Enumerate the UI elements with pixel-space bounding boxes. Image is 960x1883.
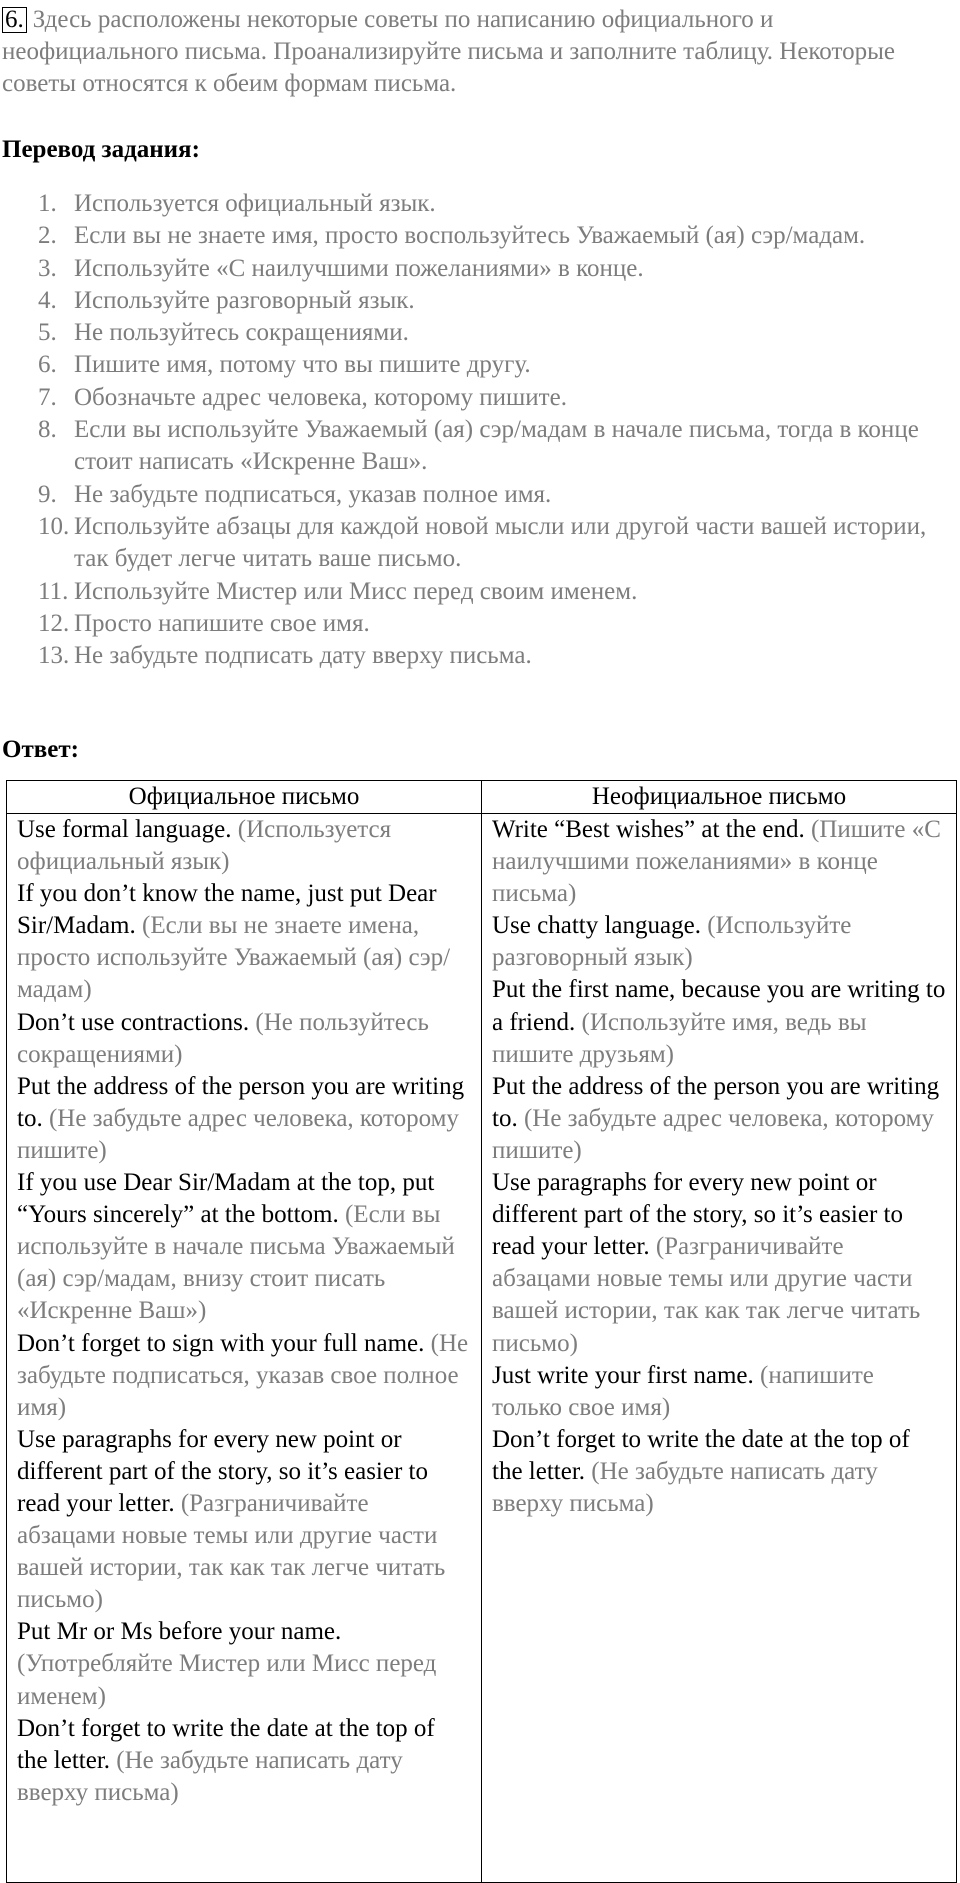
table-tip: Put Mr or Ms before your name. (Употребляйте Мистер или Мисс перед именем) xyxy=(17,1618,437,1710)
table-tip: Don’t use contractions. (Не пользуйтесь сокращениями) xyxy=(17,1008,429,1068)
list-item: 5. Не пользуйтесь сокращениями. xyxy=(38,319,409,347)
task-number: 6. xyxy=(2,7,27,33)
table-tip: Write “Best wishes” at the end. (Пишите «С наилучшими пожеланиями» в конце письма) xyxy=(492,816,941,908)
formal-column xyxy=(7,814,482,1883)
list-item: 2. Если вы не знаете имя, просто воспользуйтесь Уважаемый (ая) сэр/мадам. xyxy=(38,222,866,250)
list-item: 9. Не забудьте подписаться, указав полное имя. xyxy=(38,480,552,508)
task-statement xyxy=(2,4,952,100)
informal-column xyxy=(482,814,957,1883)
table-tip: Don’t forget to sign with your full name. (Не забудьте подписаться, указав свое полное имя) xyxy=(17,1329,469,1421)
translation-list xyxy=(2,188,952,672)
table-tip: Don’t forget to write the date at the top of the letter. (Не забудьте написать дату вверху письма) xyxy=(17,1714,435,1806)
table-tip: Put the address of the person you are writing to. (Не забудьте адрес человека, которому пишите) xyxy=(492,1072,940,1164)
table-tip: Use paragraphs for every new point or different part of the story, so it’s easier to read your letter. (Разграничивайте абзацами новые темы или другие части вашей истории, так как так легче читать письмо) xyxy=(492,1169,921,1357)
list-item: 11. Используйте Мистер или Мисс перед своим именем. xyxy=(38,577,638,605)
table-tip: Use formal language. (Используется официальный язык) xyxy=(17,816,392,876)
list-item: 3. Используйте «С наилучшими пожеланиями» в конце. xyxy=(38,254,644,282)
formal-header: Официальное письмо xyxy=(7,781,482,814)
list-item: 6. Пишите имя, потому что вы пишите другу. xyxy=(38,351,531,379)
table-tip: Put the address of the person you are writing to. (Не забудьте адрес человека, которому пишите) xyxy=(17,1072,465,1164)
list-item: 13. Не забудьте подписать дату вверху письма. xyxy=(38,642,532,670)
table-tip: Use chatty language. (Используйте разговорный язык) xyxy=(492,912,852,972)
answer-heading: Ответ: xyxy=(2,736,79,763)
task-text: Здесь расположены некоторые советы по написанию официального и неофициального письма. Проанализируйте письма и заполните таблицу. Некоторые советы относятся к обеим формам письма. xyxy=(2,6,895,97)
table-tip: Use paragraphs for every new point or different part of the story, so it’s easier to read your letter. (Разграничивайте абзацами новые темы или другие части вашей истории, так как так легче читать письмо) xyxy=(17,1425,446,1614)
informal-header: Неофициальное письмо xyxy=(482,781,957,814)
list-item: 1. Используется официальный язык. xyxy=(38,190,436,217)
list-item: 10. Используйте абзацы для каждой новой мысли или другой части вашей истории, так будет легче читать ваше письмо. xyxy=(38,512,927,573)
list-item: 8. Если вы используйте Уважаемый (ая) сэр/мадам в начале письма, тогда в конце стоит написать «Искренне Ваш». xyxy=(38,416,919,476)
translation-heading: Перевод задания: xyxy=(2,136,200,163)
table-tip: Just write your first name. (напишите только свое имя) xyxy=(492,1361,874,1421)
list-item: 12. Просто напишите свое имя. xyxy=(38,609,370,637)
table-tip: If you use Dear Sir/Madam at the top, put “Yours sincerely” at the bottom. (Если вы используйте в начале письма Уважаемый (ая) сэр/мадам, внизу стоит писать «Искренне Ваш») xyxy=(17,1169,455,1325)
answer-table xyxy=(6,780,957,1883)
list-item: 7. Обозначьте адрес человека, которому пишите. xyxy=(38,383,567,411)
table-tip: Don’t forget to write the date at the top of the letter. (Не забудьте написать дату вверху письма) xyxy=(492,1425,910,1517)
table-tip: If you don’t know the name, just put Dear Sir/Madam. (Если вы не знаете имена, просто используйте Уважаемый (ая) сэр/мадам) xyxy=(17,880,451,1004)
list-item: 4. Используйте разговорный язык. xyxy=(38,286,415,314)
table-tip: Put the first name, because you are writing to a friend. (Используйте имя, ведь вы пишите друзьям) xyxy=(492,976,946,1068)
